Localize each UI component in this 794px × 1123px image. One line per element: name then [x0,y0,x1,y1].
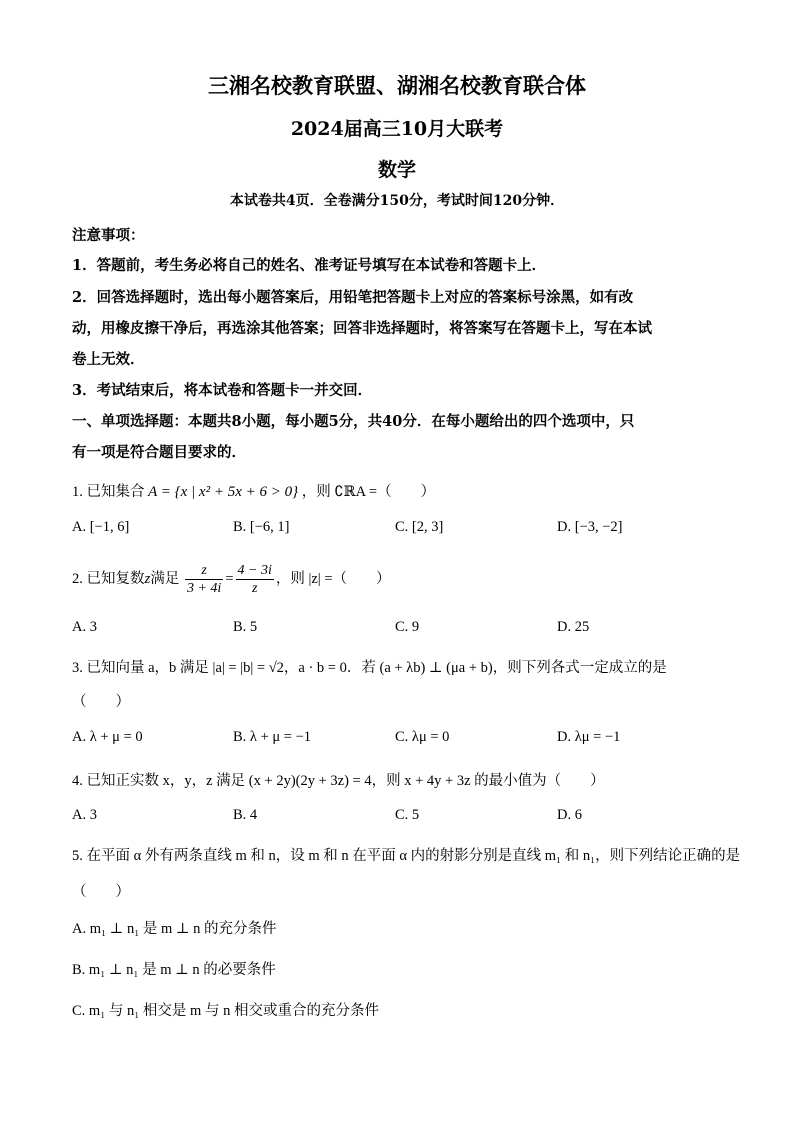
question-2-z: z [144,570,151,587]
note-2-line1: 2．回答选择题时，选出每小题答案后，用铅笔把答题卡上对应的答案标号涂黑，如有改 [72,289,634,306]
question-3-line2: （ ） [72,694,130,710]
question-2-mid: 满足 [150,570,180,587]
equals-sign: = [225,570,234,587]
exam-info: 本试卷共4页．全卷满分150分，考试时间120分钟． [229,193,565,209]
q3-option-c: C. λμ = 0 [395,729,450,745]
fraction-left-denominator: 3 + 4i [186,581,222,596]
question-1-math: A = {x | x² + 5x + 6 > 0} [148,484,299,500]
q3-option-b: B. λ + μ = −1 [233,729,312,745]
q5-option-a: A. m₁ ⊥ n₁ 是 m ⊥ n 的充分条件 [72,921,277,937]
note-3: 3．考试结束后，将本试卷和答题卡一并交回． [72,382,373,399]
section1-line1: 一、单项选择题：本题共8小题，每小题5分，共40分．在每小题给出的四个选项中，只 [72,413,635,430]
note-2-line2: 动，用橡皮擦干净后，再选涂其他答案；回答非选择题时，将答案写在答题卡上，写在本试 [72,320,652,337]
q4-option-d: D. 6 [557,807,582,823]
question-5-line2: （ ） [72,884,130,900]
question-4: 4. 已知正实数 x，y，z 满足 (x + 2y)(2y + 3z) = 4，则 x + 4y + 3z 的最小值为（ ） [72,773,605,789]
q2-option-c: C. 9 [395,619,420,635]
note-1: 1．答题前，考生务必将自己的姓名、准考证号填写在本试卷和答题卡上． [72,257,547,274]
fraction-right-numerator: 4 − 3i [237,563,272,578]
question-5-line1: 5. 在平面 α 外有两条直线 m 和 n，设 m 和 n 在平面 α 内的射影分别是直线 m₁ 和 n₁，则下列结论正确的是 [72,848,741,864]
note-2-line3: 卷上无效． [72,351,145,368]
q1-option-c: C. [2, 3] [395,519,444,535]
question-1-prefix: 1. 已知集合 [72,484,145,500]
question-1 [72,480,435,501]
exam-title: 三湘名校教育联盟、湖湘名校教育联合体 [208,73,586,98]
question-3-line1: 3. 已知向量 a，b 满足 |a| = |b| = √2，a · b = 0．若 (a + λb) ⊥ (μa + b)，则下列各式一定成立的是 [72,660,667,676]
q4-option-a: A. 3 [72,807,97,823]
q2-option-a: A. 3 [72,619,97,635]
q1-option-a: A. [−1, 6] [72,519,130,535]
q5-option-c: C. m₁ 与 n₁ 相交是 m 与 n 相交或重合的充分条件 [72,1003,379,1019]
q1-option-d: D. [−3, −2] [557,519,623,535]
fraction-left [185,562,223,597]
notes-heading: 注意事项： [72,227,145,244]
question-2 [72,562,391,597]
question-2-prefix: 2. 已知复数 [72,570,145,587]
q5-option-b: B. m₁ ⊥ n₁ 是 m ⊥ n 的必要条件 [72,962,276,978]
q3-option-d: D. λμ = −1 [557,729,621,745]
q2-option-b: B. 5 [233,619,258,635]
section1-line2: 有一项是符合题目要求的． [72,444,246,461]
exam-subject: 数学 [377,159,416,181]
q4-option-b: B. 4 [233,807,258,823]
exam-subtitle: 2024届高三10月大联考 [290,118,504,140]
question-1-suffix: ，则 ∁ℝA =（ ） [301,484,436,500]
fraction-right [236,562,274,597]
q3-option-a: A. λ + μ = 0 [72,729,143,745]
fraction-right-denominator: z [251,581,258,596]
question-2-suffix: ，则 |z| =（ ） [275,570,391,587]
fraction-left-numerator: z [185,562,223,580]
q1-option-b: B. [−6, 1] [233,519,290,535]
q4-option-c: C. 5 [395,807,420,823]
q2-option-d: D. 25 [557,619,590,635]
